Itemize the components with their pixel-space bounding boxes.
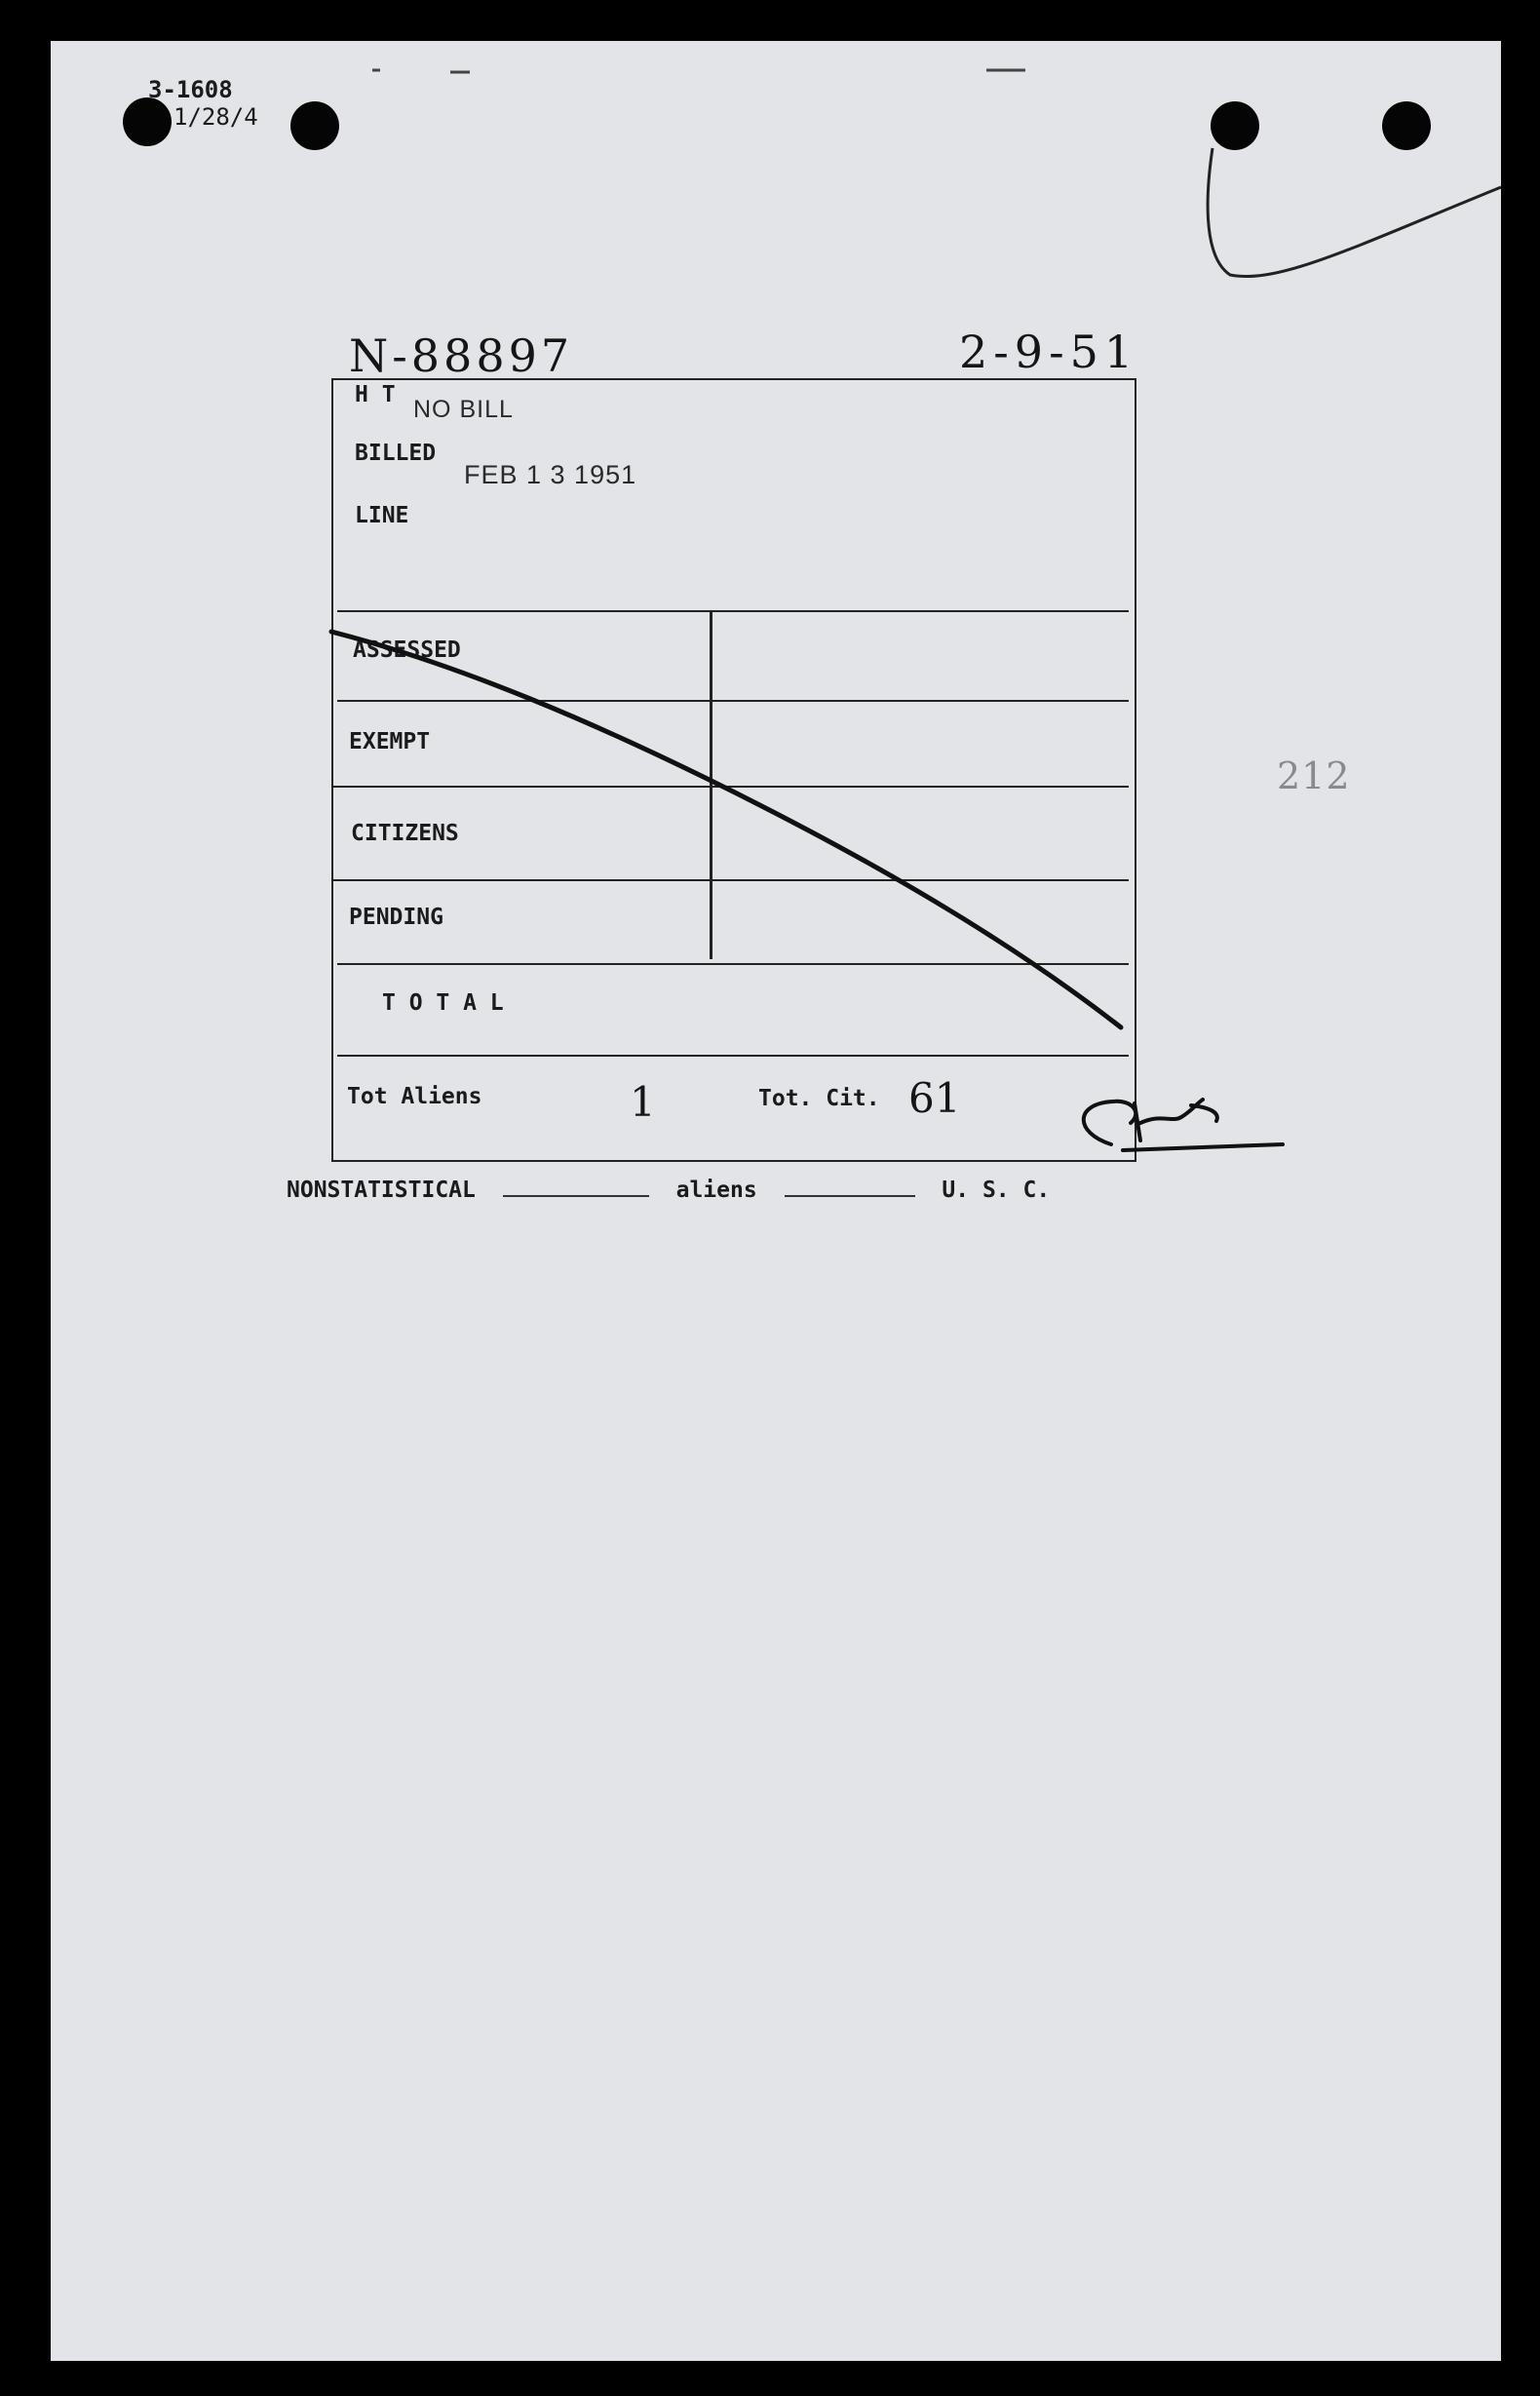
row-pending: PENDING [349,905,443,930]
tot-cit-label: Tot. Cit. [758,1086,880,1111]
top-right-pencil-curve [1208,148,1501,277]
nonstatistical-label: NONSTATISTICAL [287,1178,476,1203]
form-code: 3-1608 [148,76,233,103]
signature-initials [1084,1100,1283,1150]
no-bill-stamp: NO BILL [413,396,514,423]
form-revision: 1/28/4 [173,103,258,131]
row-assessed: ASSESSED [353,638,461,663]
usc-label: U. S. C. [942,1178,1051,1203]
aliens-label: aliens [675,1178,757,1203]
page-number: 212 [1277,754,1351,797]
case-date: 2-9-51 [959,326,1139,378]
tot-aliens-label: Tot Aliens [347,1084,482,1109]
tot-cit-value: 61 [908,1074,961,1122]
cancel-slash-mark [331,632,1121,1027]
tot-aliens-value: 1 [630,1078,656,1126]
line-label: LINE [355,503,409,528]
paper-mark-top [372,70,1025,72]
ht-label: H T [355,382,396,407]
row-citizens: CITIZENS [351,821,459,846]
case-number: N-88897 [349,329,574,382]
row-total: T O T A L [382,990,504,1016]
billed-label: BILLED [355,441,437,466]
date-stamp: FEB 1 3 1951 [464,460,637,489]
row-exempt: EXEMPT [349,729,431,754]
document-page [51,41,1501,2361]
handwriting-overlay [51,41,1501,2361]
